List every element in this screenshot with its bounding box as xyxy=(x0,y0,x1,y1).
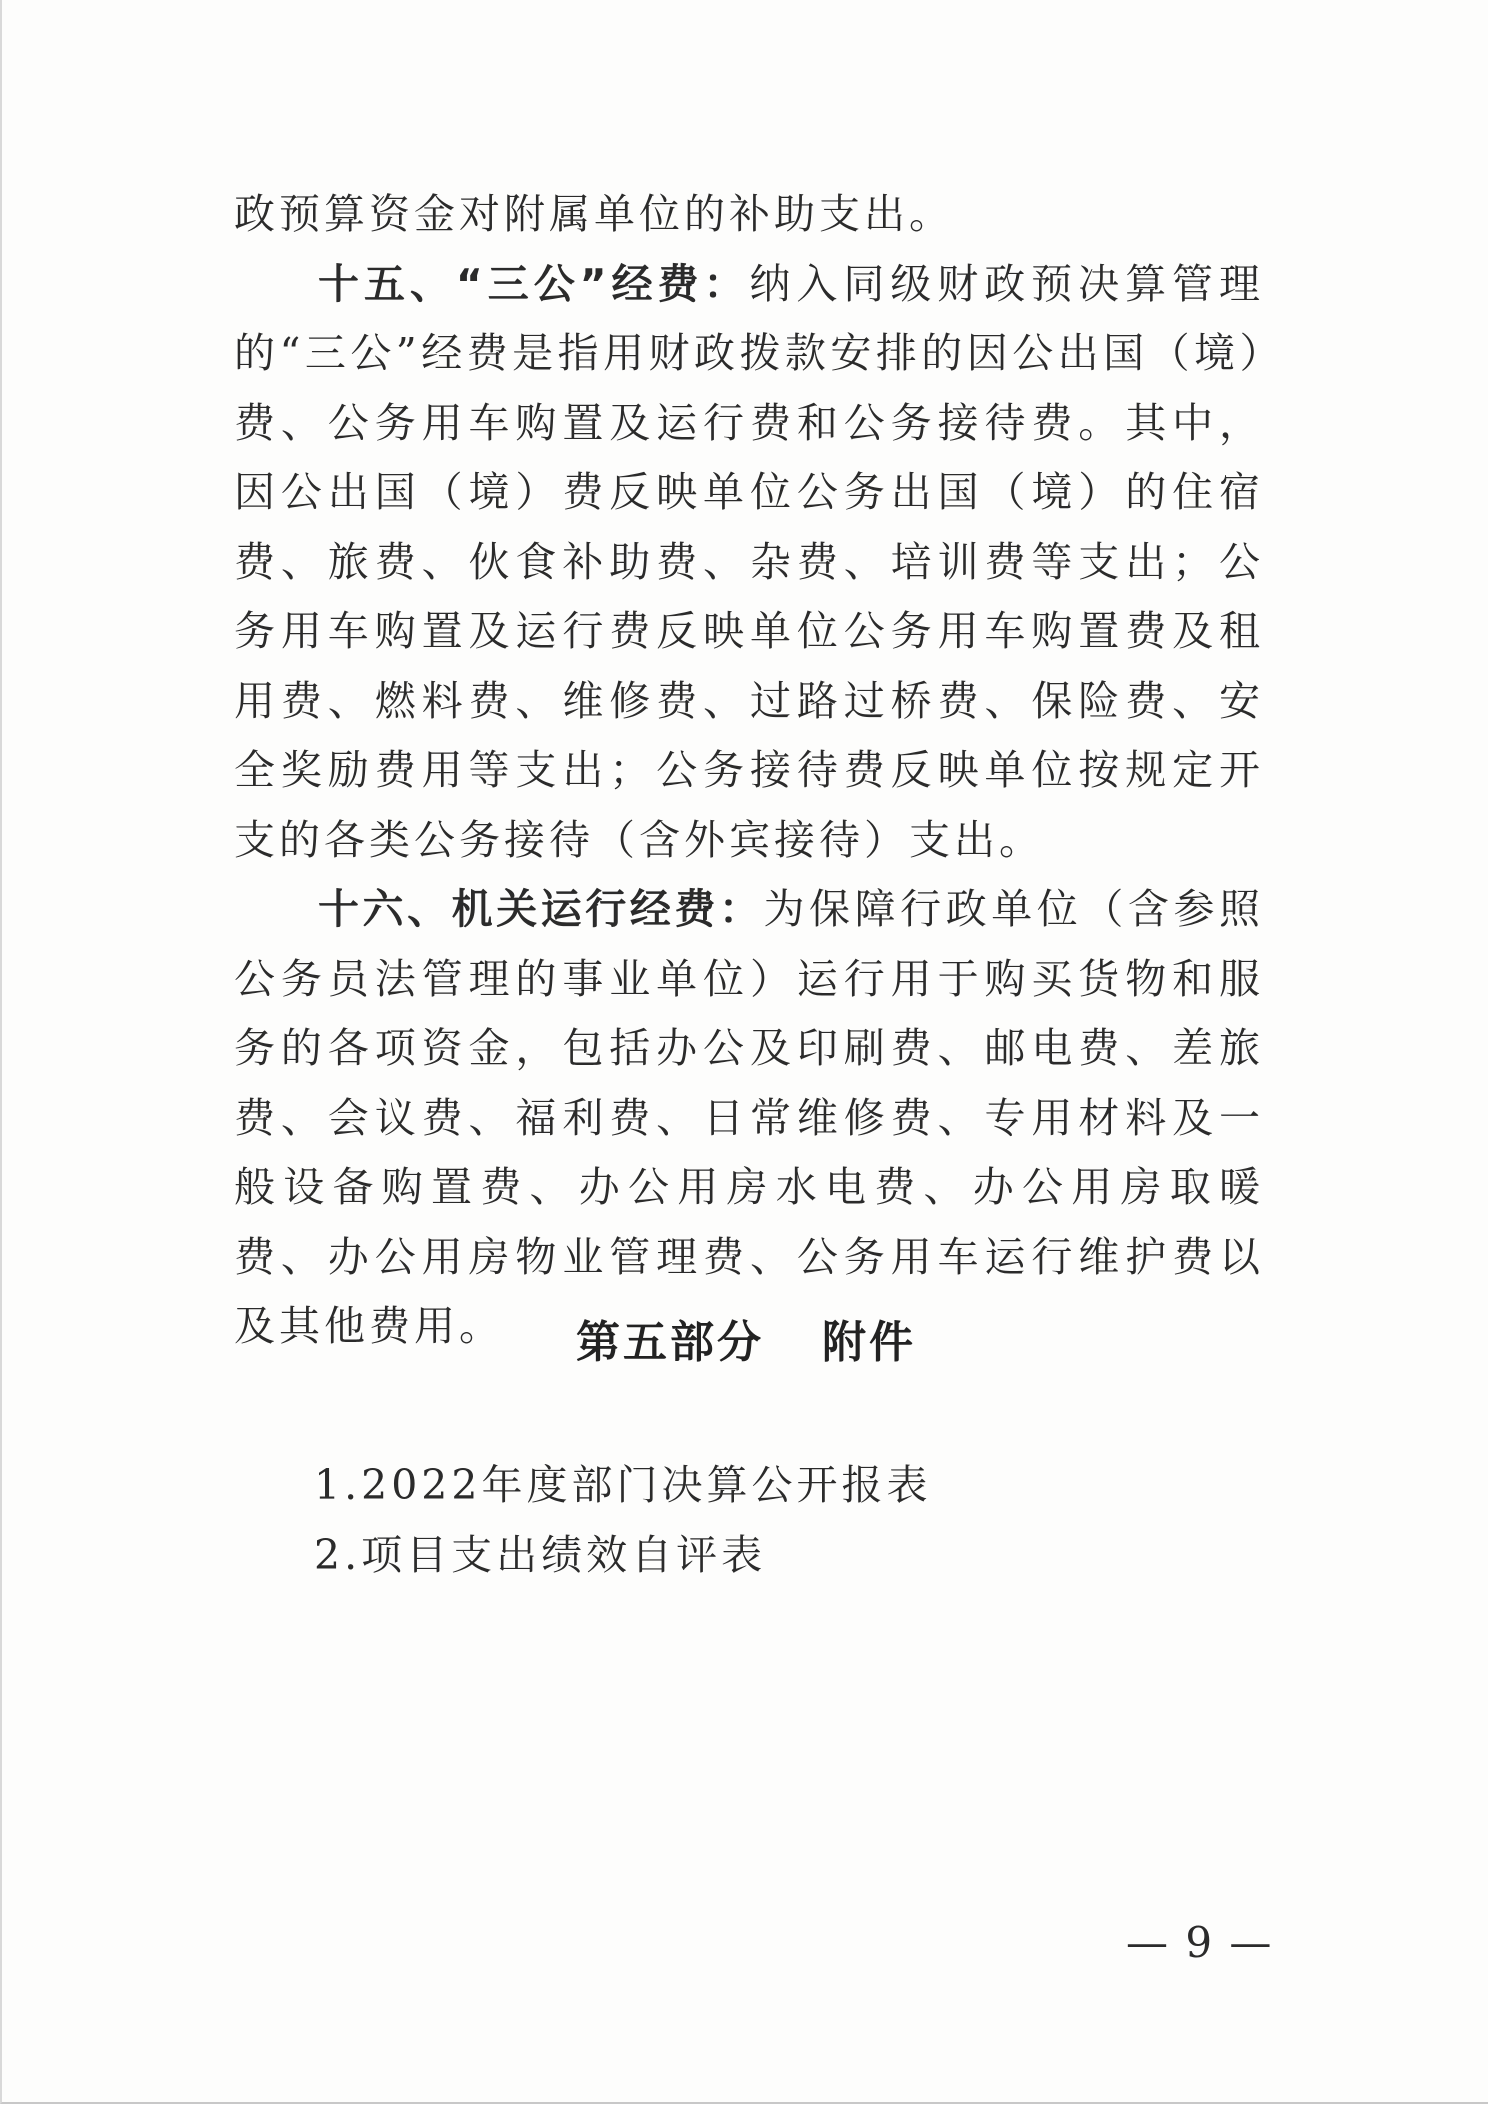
term-jiguan: 十六、机关运行经费： xyxy=(318,885,764,933)
definition-sangong: 纳入同级财政预决算管理的“三公”经费是指用财政拨款安排的因公出国（境）费、公务用车购置及运行费和公务接待费。其中，因公出国（境）费反映单位公务出国（境）的住宿费、旅费、伙食补助费、杂费、培训费等支出；公务用车购置及运行费反映单位公务用车购置费及租用费、燃料费、维修费、过路过桥费、保险费、安全奖励费用等支出；公务接待费反映单位按规定开支的各类公务接待（含外宾接待）支出。 xyxy=(234,259,1264,864)
paragraph-sangong xyxy=(234,250,1264,876)
page-number: — 9 — xyxy=(1126,1918,1274,1967)
section-heading xyxy=(2,1306,1488,1370)
paragraph-continuation xyxy=(234,180,1264,250)
paragraph-jiguan xyxy=(234,875,1264,1362)
section-part: 第五部分 xyxy=(576,1317,764,1368)
definition-jiguan: 为保障行政单位（含参照公务员法管理的事业单位）运行用于购买货物和服务的各项资金，包括办公及印刷费、邮电费、差旅费、会议费、福利费、日常维修费、专用材料及一般设备购置费、办公用房水电费、办公用房取暖费、办公用房物业管理费、公务用车运行维护费以及其他费用。 xyxy=(234,885,1264,1350)
paragraph-continuation-text: 政预算资金对附属单位的补助支出。 xyxy=(234,190,954,238)
body-text xyxy=(234,180,1264,1362)
attachment-list xyxy=(314,1450,931,1590)
term-sangong: 十五、“三公”经费： xyxy=(318,259,750,308)
attachment-item: 1.2022年度部门决算公开报表 xyxy=(314,1461,932,1509)
section-title: 附件 xyxy=(822,1317,916,1368)
attachment-item: 2.项目支出绩效自评表 xyxy=(314,1531,767,1579)
